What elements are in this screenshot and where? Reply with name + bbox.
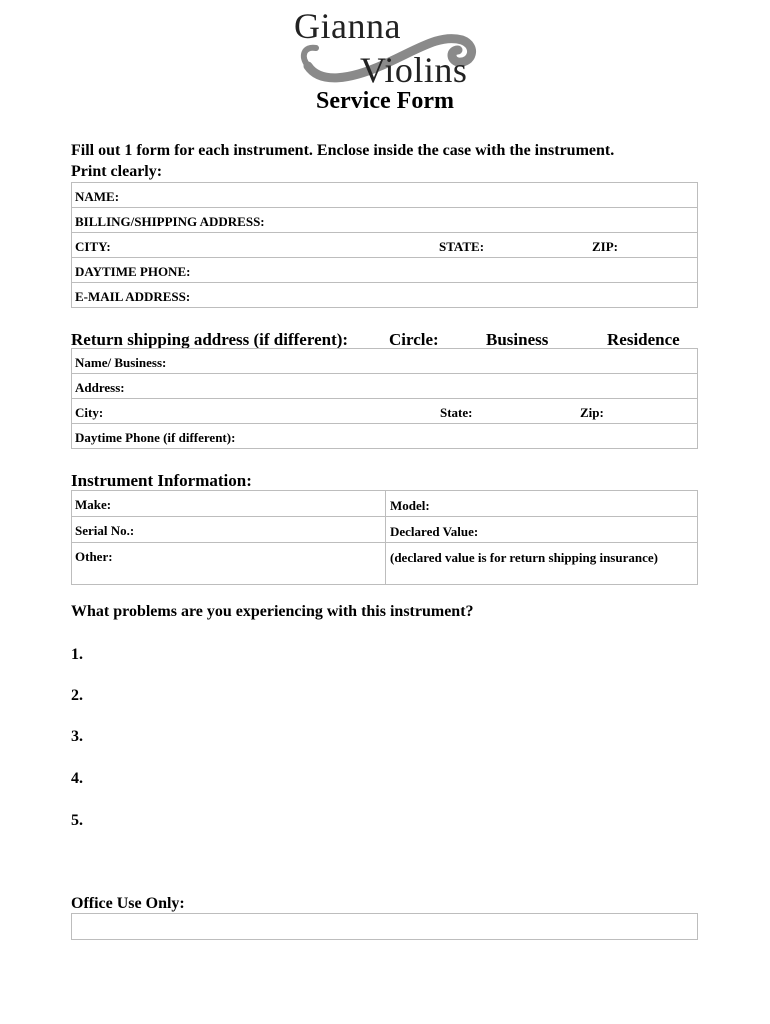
serial-label: Serial No.: — [75, 523, 135, 538]
office-use-heading: Office Use Only: — [71, 895, 185, 912]
logo-line-2: Violins — [360, 50, 468, 90]
other-label: Other: — [75, 549, 113, 564]
intro-line-1: Fill out 1 form for each instrument. Enclose inside the case with the instrument. — [71, 142, 615, 159]
billing-address-field[interactable] — [72, 208, 697, 233]
make-field[interactable] — [72, 491, 386, 516]
circle-label: Circle: — [389, 330, 439, 349]
return-shipping-heading: Return shipping address (if different): — [71, 330, 349, 349]
serial-field[interactable] — [72, 517, 386, 542]
model-field[interactable] — [386, 491, 697, 516]
declared-value-note: (declared value is for return shipping insurance) — [390, 550, 658, 565]
daytime-phone-label: DAYTIME PHONE: — [75, 264, 191, 279]
email-label: E-MAIL ADDRESS: — [75, 289, 191, 304]
declared-value-label: Declared Value: — [390, 524, 479, 539]
state-label: STATE: — [439, 239, 485, 254]
problem-item-2[interactable]: 2. — [71, 687, 83, 704]
daytime-phone-field[interactable] — [72, 258, 697, 283]
residence-option[interactable]: Residence — [607, 330, 680, 349]
problem-item-4[interactable]: 4. — [71, 770, 83, 787]
problem-item-5[interactable]: 5. — [71, 812, 83, 829]
problems-heading: What problems are you experiencing with this instrument? — [71, 603, 474, 620]
name-field[interactable] — [72, 183, 697, 208]
return-state-label: State: — [440, 405, 473, 420]
city-state-zip-field[interactable] — [72, 233, 697, 258]
logo-line-1: Gianna — [294, 6, 401, 46]
other-field[interactable] — [72, 543, 386, 584]
office-use-box — [71, 913, 698, 940]
instrument-info-heading: Instrument Information: — [71, 471, 252, 490]
make-label: Make: — [75, 497, 112, 512]
return-city-label: City: — [75, 405, 104, 420]
page-title: Service Form — [316, 88, 454, 114]
return-city-state-zip-field[interactable] — [72, 399, 697, 424]
problem-item-1[interactable]: 1. — [71, 646, 83, 663]
model-label: Model: — [390, 498, 430, 513]
return-phone-label: Daytime Phone (if different): — [75, 430, 236, 445]
return-zip-label: Zip: — [580, 405, 604, 420]
problem-item-3[interactable]: 3. — [71, 728, 83, 745]
return-phone-field[interactable] — [72, 424, 697, 448]
zip-label: ZIP: — [592, 239, 618, 254]
gianna-violins-logo — [290, 6, 482, 88]
return-address-field[interactable] — [72, 374, 697, 399]
intro-line-2: Print clearly: — [71, 163, 163, 180]
return-name-label: Name/ Business: — [75, 355, 167, 370]
return-shipping-box — [71, 348, 698, 449]
email-field[interactable] — [72, 283, 697, 307]
billing-address-label: BILLING/SHIPPING ADDRESS: — [75, 214, 265, 229]
declared-value-field[interactable] — [386, 517, 697, 542]
billing-info-box — [71, 182, 698, 308]
city-label: CITY: — [75, 239, 111, 254]
business-option[interactable]: Business — [486, 330, 549, 349]
return-name-field[interactable] — [72, 349, 697, 374]
return-address-label: Address: — [75, 380, 125, 395]
instrument-info-box — [71, 490, 698, 585]
name-label: NAME: — [75, 189, 120, 204]
